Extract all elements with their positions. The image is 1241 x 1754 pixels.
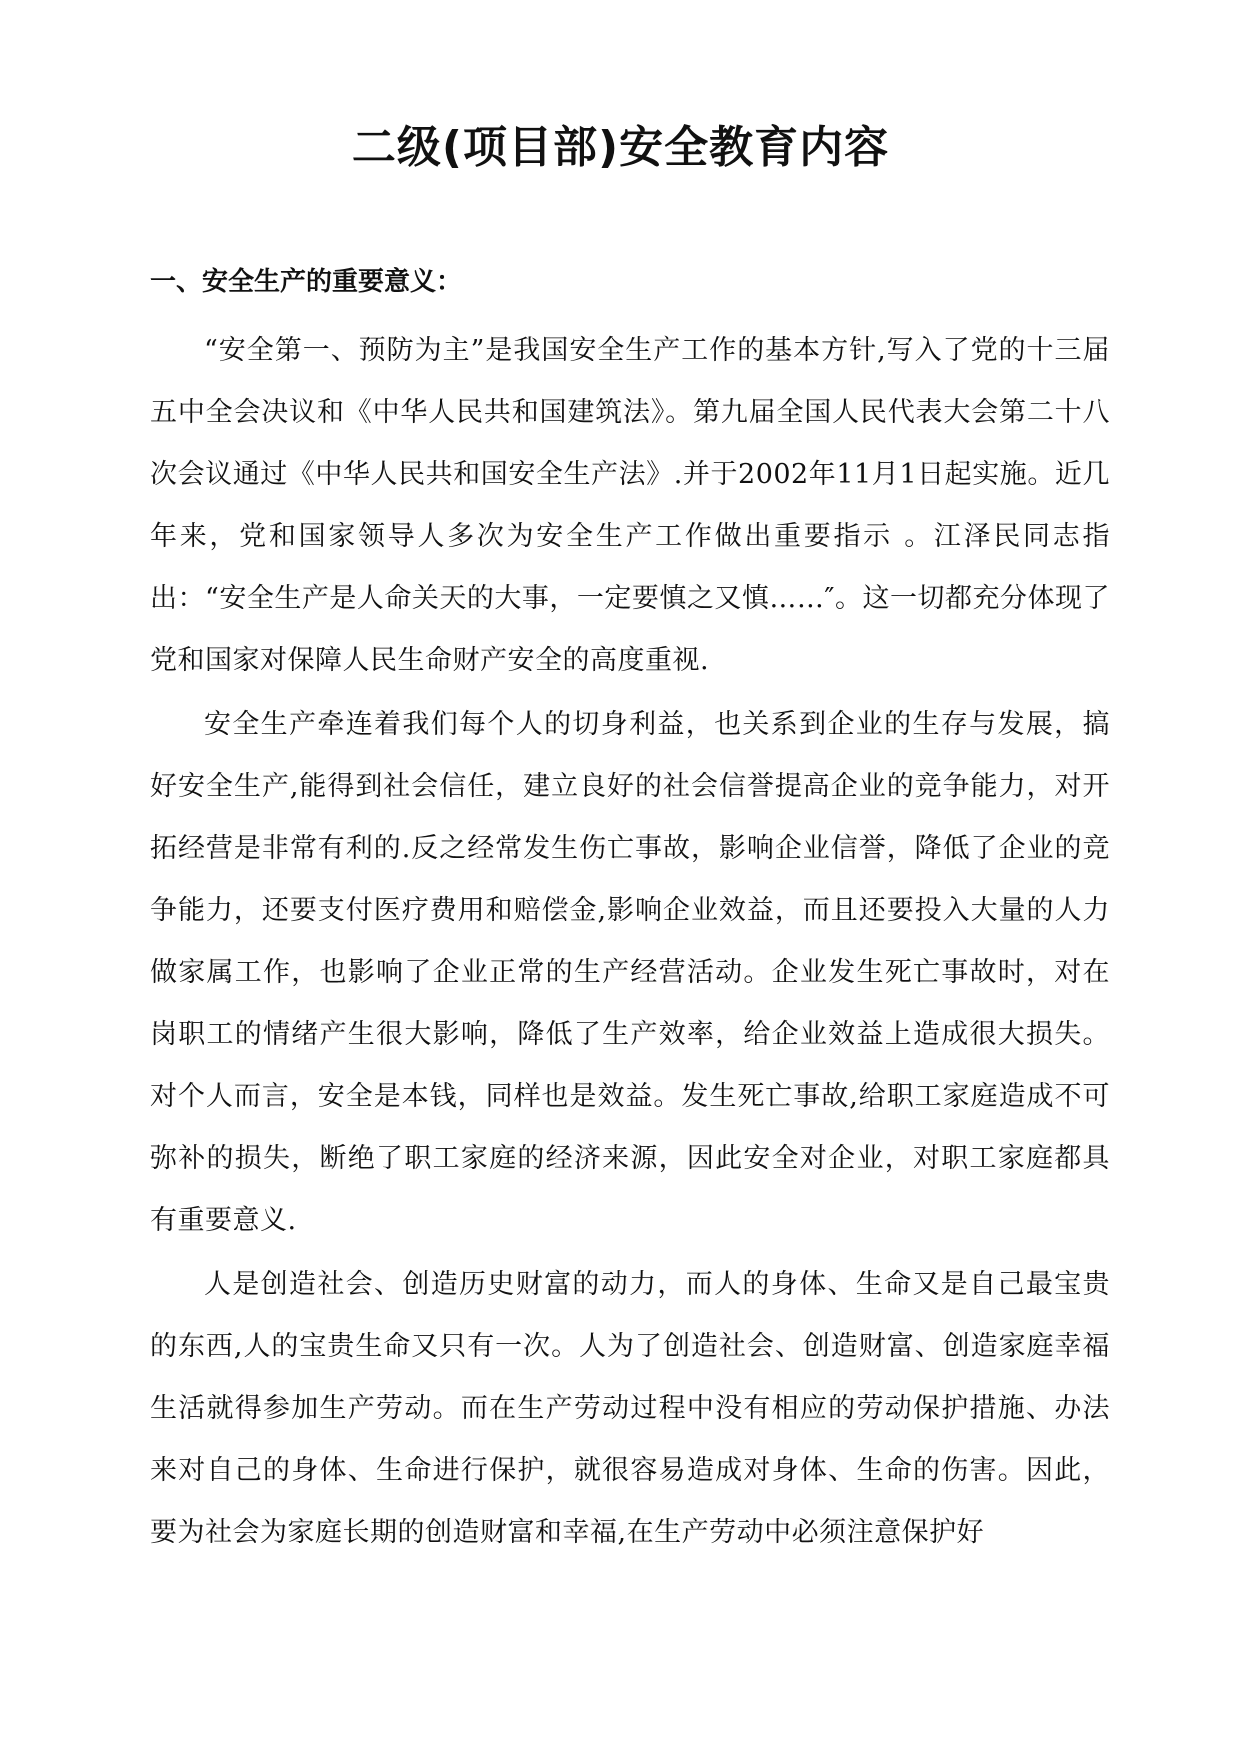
document-title: 二级(项目部)安全教育内容 <box>351 122 890 173</box>
paragraph-1: “安全第一、预防为主”是我国安全生产工作的基本方针,写入了党的十三届五中全会决议和《中华人民共和国建筑法》。第九届全国人民代表大会第二十八次会议通过《中华人民共和国安全生产法》.并于2002年11月1日起实施。近几年来，党和国家领导人多次为安全生产工作做出重要指示 。江泽民同志指出：“安全生产是人命关天的大事，一定要慎之又慎……″。这一切都充分体现了党和国家对保障人民生命财产安全的高度重视. <box>150 335 1110 676</box>
paragraph-3: 人是创造社会、创造历史财富的动力，而人的身体、生命又是自己最宝贵的东西,人的宝贵生命又只有一次。人为了创造社会、创造财富、创造家庭幸福生活就得参加生产劳动。而在生产劳动过程中没有相应的劳动保护措施、办法来对自己的身体、生命进行保护，就很容易造成对身体、生命的伤害。因此，要为社会为家庭长期的创造财富和幸福,在生产劳动中必须注意保护好 <box>150 1269 1110 1548</box>
section-heading: 一、安全生产的重要意义： <box>150 267 463 297</box>
paragraph-2: 安全生产牵连着我们每个人的切身利益，也关系到企业的生存与发展，搞好安全生产,能得到社会信任，建立良好的社会信誉提高企业的竞争能力，对开拓经营是非常有利的.反之经常发生伤亡事故，影响企业信誉，降低了企业的竞争能力，还要支付医疗费用和赔偿金,影响企业效益，而且还要投入大量的人力做家属工作，也影响了企业正常的生产经营活动。企业发生死亡事故时，对在岗职工的情绪产生很大影响，降低了生产效率，给企业效益上造成很大损失。对个人而言，安全是本钱，同样也是效益。发生死亡事故,给职工家庭造成不可弥补的损失，断绝了职工家庭的经济来源，因此安全对企业，对职工家庭都具有重要意义. <box>150 709 1110 1236</box>
section-body <box>150 320 1110 1566</box>
